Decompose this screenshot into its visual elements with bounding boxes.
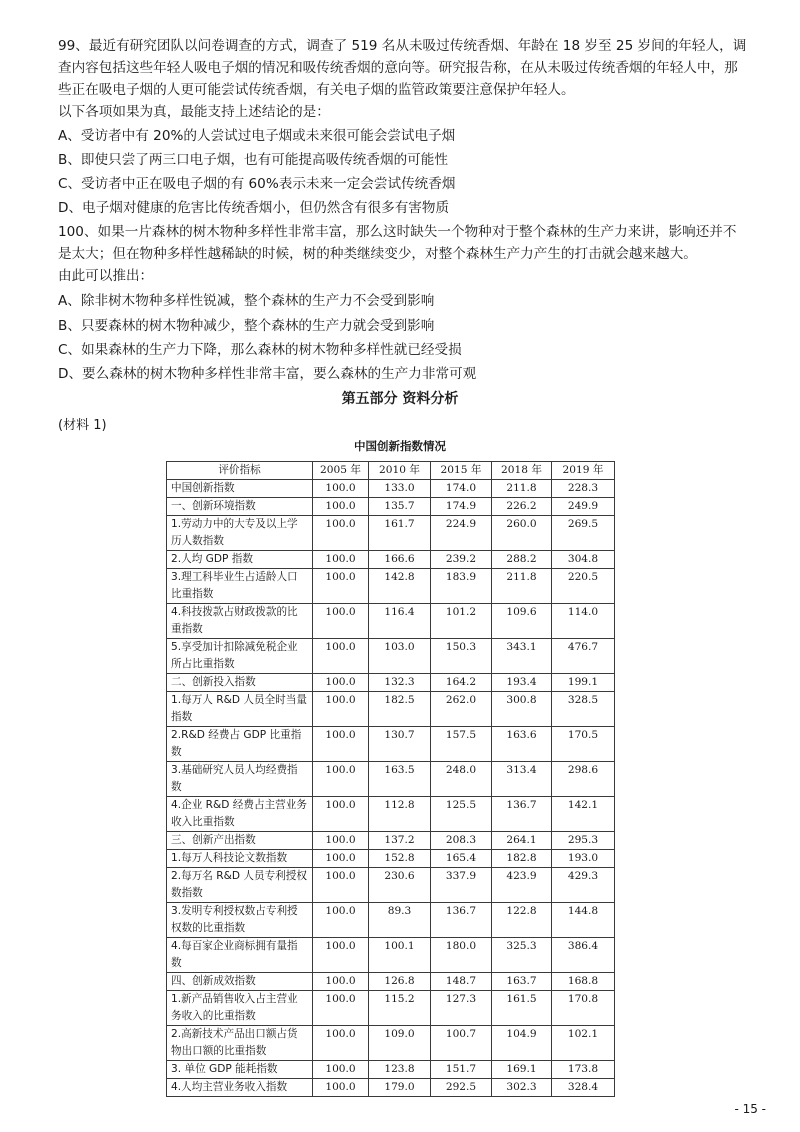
- table-row: [167, 639, 615, 674]
- table-row: [167, 797, 615, 832]
- table-row: [167, 480, 615, 498]
- header-2015: 2015 年: [431, 462, 492, 480]
- index-value: 164.2: [431, 674, 492, 692]
- index-value: 163.6: [492, 727, 552, 762]
- index-value: 249.9: [552, 498, 615, 516]
- index-value: 100.0: [313, 604, 369, 639]
- header-indicator: 评价指标: [167, 462, 313, 480]
- index-value: 269.5: [552, 516, 615, 551]
- index-value: 161.7: [369, 516, 431, 551]
- index-value: 144.8: [552, 903, 615, 938]
- table-title: 中国创新指数情况: [354, 439, 446, 453]
- table-row: [167, 551, 615, 569]
- index-value: 150.3: [431, 639, 492, 674]
- index-value: 114.0: [552, 604, 615, 639]
- index-value: 295.3: [552, 832, 615, 850]
- index-value: 169.1: [492, 1061, 552, 1079]
- table-body: [167, 480, 615, 1097]
- header-2018: 2018 年: [492, 462, 552, 480]
- indicator-name: 2.R&D 经费占 GDP 比重指数: [167, 727, 313, 762]
- index-value: 230.6: [369, 868, 431, 903]
- index-value: 429.3: [552, 868, 615, 903]
- index-value: 288.2: [492, 551, 552, 569]
- q99-stem: 99、最近有研究团队以问卷调查的方式，调查了 519 名从未吸过传统香烟、年龄在 18 岁至 25 岁间的年轻人，调查内容包括这些年轻人吸电子烟的情况和吸传统香烟的意向等。研究报告称，在从未吸过传统香烟的年轻人中，那些正在吸电子烟的人更可能尝试传统香烟，有关电子烟的监管政策要注意保护年轻人。: [58, 38, 747, 98]
- table-row: [167, 762, 615, 797]
- index-value: 183.9: [431, 569, 492, 604]
- index-value: 386.4: [552, 938, 615, 973]
- indicator-name: 1.每万人 R&D 人员全时当量指数: [167, 692, 313, 727]
- index-value: 180.0: [431, 938, 492, 973]
- index-value: 220.5: [552, 569, 615, 604]
- index-value: 100.0: [313, 762, 369, 797]
- index-value: 142.1: [552, 797, 615, 832]
- indicator-name: 二、创新投入指数: [167, 674, 313, 692]
- table-row: [167, 938, 615, 973]
- table-row: [167, 1026, 615, 1061]
- index-value: 328.5: [552, 692, 615, 727]
- index-value: 89.3: [369, 903, 431, 938]
- index-value: 127.3: [431, 991, 492, 1026]
- indicator-name: 四、创新成效指数: [167, 973, 313, 991]
- index-value: 142.8: [369, 569, 431, 604]
- index-value: 137.2: [369, 832, 431, 850]
- index-value: 100.0: [313, 516, 369, 551]
- index-value: 292.5: [431, 1079, 492, 1097]
- table-row: [167, 604, 615, 639]
- index-value: 182.5: [369, 692, 431, 727]
- table-row: [167, 498, 615, 516]
- index-value: 100.0: [313, 498, 369, 516]
- index-value: 170.8: [552, 991, 615, 1026]
- table-row: [167, 850, 615, 868]
- index-value: 122.8: [492, 903, 552, 938]
- index-value: 423.9: [492, 868, 552, 903]
- index-value: 100.0: [313, 938, 369, 973]
- table-row: [167, 674, 615, 692]
- index-value: 135.7: [369, 498, 431, 516]
- index-value: 100.7: [431, 1026, 492, 1061]
- index-value: 136.7: [492, 797, 552, 832]
- index-value: 126.8: [369, 973, 431, 991]
- indicator-name: 2.每万名 R&D 人员专利授权数指数: [167, 868, 313, 903]
- index-value: 157.5: [431, 727, 492, 762]
- q99-option-a: A、受访者中有 20%的人尝试过电子烟或未来很可能会尝试电子烟: [58, 128, 456, 144]
- index-value: 148.7: [431, 973, 492, 991]
- table-row: [167, 692, 615, 727]
- header-2010: 2010 年: [369, 462, 431, 480]
- index-value: 103.0: [369, 639, 431, 674]
- index-value: 100.0: [313, 727, 369, 762]
- indicator-name: 5.享受加计扣除减免税企业所占比重指数: [167, 639, 313, 674]
- section-title: 第五部分 资料分析: [341, 391, 459, 407]
- q100-stem: 100、如果一片森林的树木物种多样性非常丰富，那么这时缺失一个物种对于整个森林的生产力来讲，影响还并不是太大；但在物种多样性越稀缺的时候，树的种类继续变少，对整个森林生产力产生的打击就会越来越大。: [58, 224, 737, 262]
- index-value: 100.0: [313, 797, 369, 832]
- index-value: 100.0: [313, 569, 369, 604]
- table-row: [167, 991, 615, 1026]
- index-value: 100.0: [313, 692, 369, 727]
- index-value: 174.0: [431, 480, 492, 498]
- table-row: [167, 727, 615, 762]
- indicator-name: 三、创新产出指数: [167, 832, 313, 850]
- index-value: 165.4: [431, 850, 492, 868]
- indicator-name: 1.劳动力中的大专及以上学历人数指数: [167, 516, 313, 551]
- index-value: 193.4: [492, 674, 552, 692]
- index-value: 109.6: [492, 604, 552, 639]
- indicator-name: 3.基础研究人员人均经费指数: [167, 762, 313, 797]
- index-value: 208.3: [431, 832, 492, 850]
- material-label: (材料 1): [58, 418, 107, 433]
- index-value: 304.8: [552, 551, 615, 569]
- table-row: [167, 868, 615, 903]
- index-value: 173.8: [552, 1061, 615, 1079]
- index-value: 101.2: [431, 604, 492, 639]
- index-value: 100.0: [313, 991, 369, 1026]
- q100-option-d: D、要么森林的树木物种多样性非常丰富，要么森林的生产力非常可观: [58, 366, 477, 382]
- index-value: 313.4: [492, 762, 552, 797]
- index-value: 104.9: [492, 1026, 552, 1061]
- index-value: 151.7: [431, 1061, 492, 1079]
- index-value: 125.5: [431, 797, 492, 832]
- index-value: 179.0: [369, 1079, 431, 1097]
- table-row: [167, 569, 615, 604]
- index-value: 328.4: [552, 1079, 615, 1097]
- indicator-name: 4.每百家企业商标拥有量指数: [167, 938, 313, 973]
- index-value: 298.6: [552, 762, 615, 797]
- index-value: 163.5: [369, 762, 431, 797]
- index-value: 100.1: [369, 938, 431, 973]
- table-row: [167, 1079, 615, 1097]
- q100-question: 由此可以推出：: [58, 268, 154, 284]
- index-value: 239.2: [431, 551, 492, 569]
- index-value: 260.0: [492, 516, 552, 551]
- q100-option-b: B、只要森林的树木物种减少，整个森林的生产力就会受到影响: [58, 318, 435, 334]
- index-value: 100.0: [313, 850, 369, 868]
- index-value: 100.0: [313, 903, 369, 938]
- index-value: 182.8: [492, 850, 552, 868]
- indicator-name: 4.人均主营业务收入指数: [167, 1079, 313, 1097]
- indicator-name: 3.理工科毕业生占适龄人口比重指数: [167, 569, 313, 604]
- index-value: 123.8: [369, 1061, 431, 1079]
- table-row: [167, 832, 615, 850]
- index-value: 100.0: [313, 832, 369, 850]
- indicator-name: 4.科技拨款占财政拨款的比重指数: [167, 604, 313, 639]
- index-value: 302.3: [492, 1079, 552, 1097]
- table-row: [167, 903, 615, 938]
- index-value: 170.5: [552, 727, 615, 762]
- indicator-name: 2.人均 GDP 指数: [167, 551, 313, 569]
- index-value: 168.8: [552, 973, 615, 991]
- index-value: 193.0: [552, 850, 615, 868]
- indicator-name: 3.发明专利授权数占专利授权数的比重指数: [167, 903, 313, 938]
- index-value: 476.7: [552, 639, 615, 674]
- index-value: 211.8: [492, 480, 552, 498]
- indicator-name: 1.每万人科技论文数指数: [167, 850, 313, 868]
- index-value: 224.9: [431, 516, 492, 551]
- header-2005: 2005 年: [313, 462, 369, 480]
- table-row: [167, 516, 615, 551]
- index-value: 115.2: [369, 991, 431, 1026]
- index-value: 325.3: [492, 938, 552, 973]
- index-value: 100.0: [313, 674, 369, 692]
- q99-option-d: D、电子烟对健康的危害比传统香烟小，但仍然含有很多有害物质: [58, 200, 450, 216]
- q99-question: 以下各项如果为真，最能支持上述结论的是：: [58, 104, 330, 120]
- index-value: 166.6: [369, 551, 431, 569]
- index-value: 199.1: [552, 674, 615, 692]
- indicator-name: 1.新产品销售收入占主营业务收入的比重指数: [167, 991, 313, 1026]
- index-value: 100.0: [313, 868, 369, 903]
- index-value: 226.2: [492, 498, 552, 516]
- header-2019: 2019 年: [552, 462, 615, 480]
- index-value: 100.0: [313, 973, 369, 991]
- index-value: 343.1: [492, 639, 552, 674]
- index-value: 264.1: [492, 832, 552, 850]
- index-value: 161.5: [492, 991, 552, 1026]
- index-value: 337.9: [431, 868, 492, 903]
- index-value: 100.0: [313, 1079, 369, 1097]
- index-value: 133.0: [369, 480, 431, 498]
- indicator-name: 4.企业 R&D 经费占主营业务收入比重指数: [167, 797, 313, 832]
- q100-option-a: A、除非树木物种多样性锐减，整个森林的生产力不会受到影响: [58, 293, 435, 309]
- index-value: 262.0: [431, 692, 492, 727]
- index-value: 100.0: [313, 639, 369, 674]
- index-value: 100.0: [313, 480, 369, 498]
- index-value: 163.7: [492, 973, 552, 991]
- index-value: 100.0: [313, 1061, 369, 1079]
- indicator-name: 2.高新技术产品出口额占货物出口额的比重指数: [167, 1026, 313, 1061]
- index-value: 132.3: [369, 674, 431, 692]
- index-value: 152.8: [369, 850, 431, 868]
- indicator-name: 中国创新指数: [167, 480, 313, 498]
- indicator-name: 一、创新环境指数: [167, 498, 313, 516]
- index-value: 228.3: [552, 480, 615, 498]
- index-value: 130.7: [369, 727, 431, 762]
- table-row: [167, 1061, 615, 1079]
- q99-option-c: C、受访者中正在吸电子烟的有 60%表示未来一定会尝试传统香烟: [58, 176, 456, 192]
- index-value: 300.8: [492, 692, 552, 727]
- index-value: 248.0: [431, 762, 492, 797]
- indicator-name: 3. 单位 GDP 能耗指数: [167, 1061, 313, 1079]
- q100-option-c: C、如果森林的生产力下降，那么森林的树木物种多样性就已经受损: [58, 342, 462, 358]
- q99-option-b: B、即使只尝了两三口电子烟，也有可能提高吸传统香烟的可能性: [58, 152, 448, 168]
- table-row: [167, 973, 615, 991]
- index-value: 109.0: [369, 1026, 431, 1061]
- index-value: 174.9: [431, 498, 492, 516]
- index-value: 116.4: [369, 604, 431, 639]
- index-value: 211.8: [492, 569, 552, 604]
- index-value: 112.8: [369, 797, 431, 832]
- index-value: 100.0: [313, 551, 369, 569]
- innovation-index-table: [166, 461, 615, 1097]
- index-value: 136.7: [431, 903, 492, 938]
- table-header-row: [167, 462, 615, 480]
- page-number: - 15 -: [734, 1102, 766, 1116]
- index-value: 102.1: [552, 1026, 615, 1061]
- index-value: 100.0: [313, 1026, 369, 1061]
